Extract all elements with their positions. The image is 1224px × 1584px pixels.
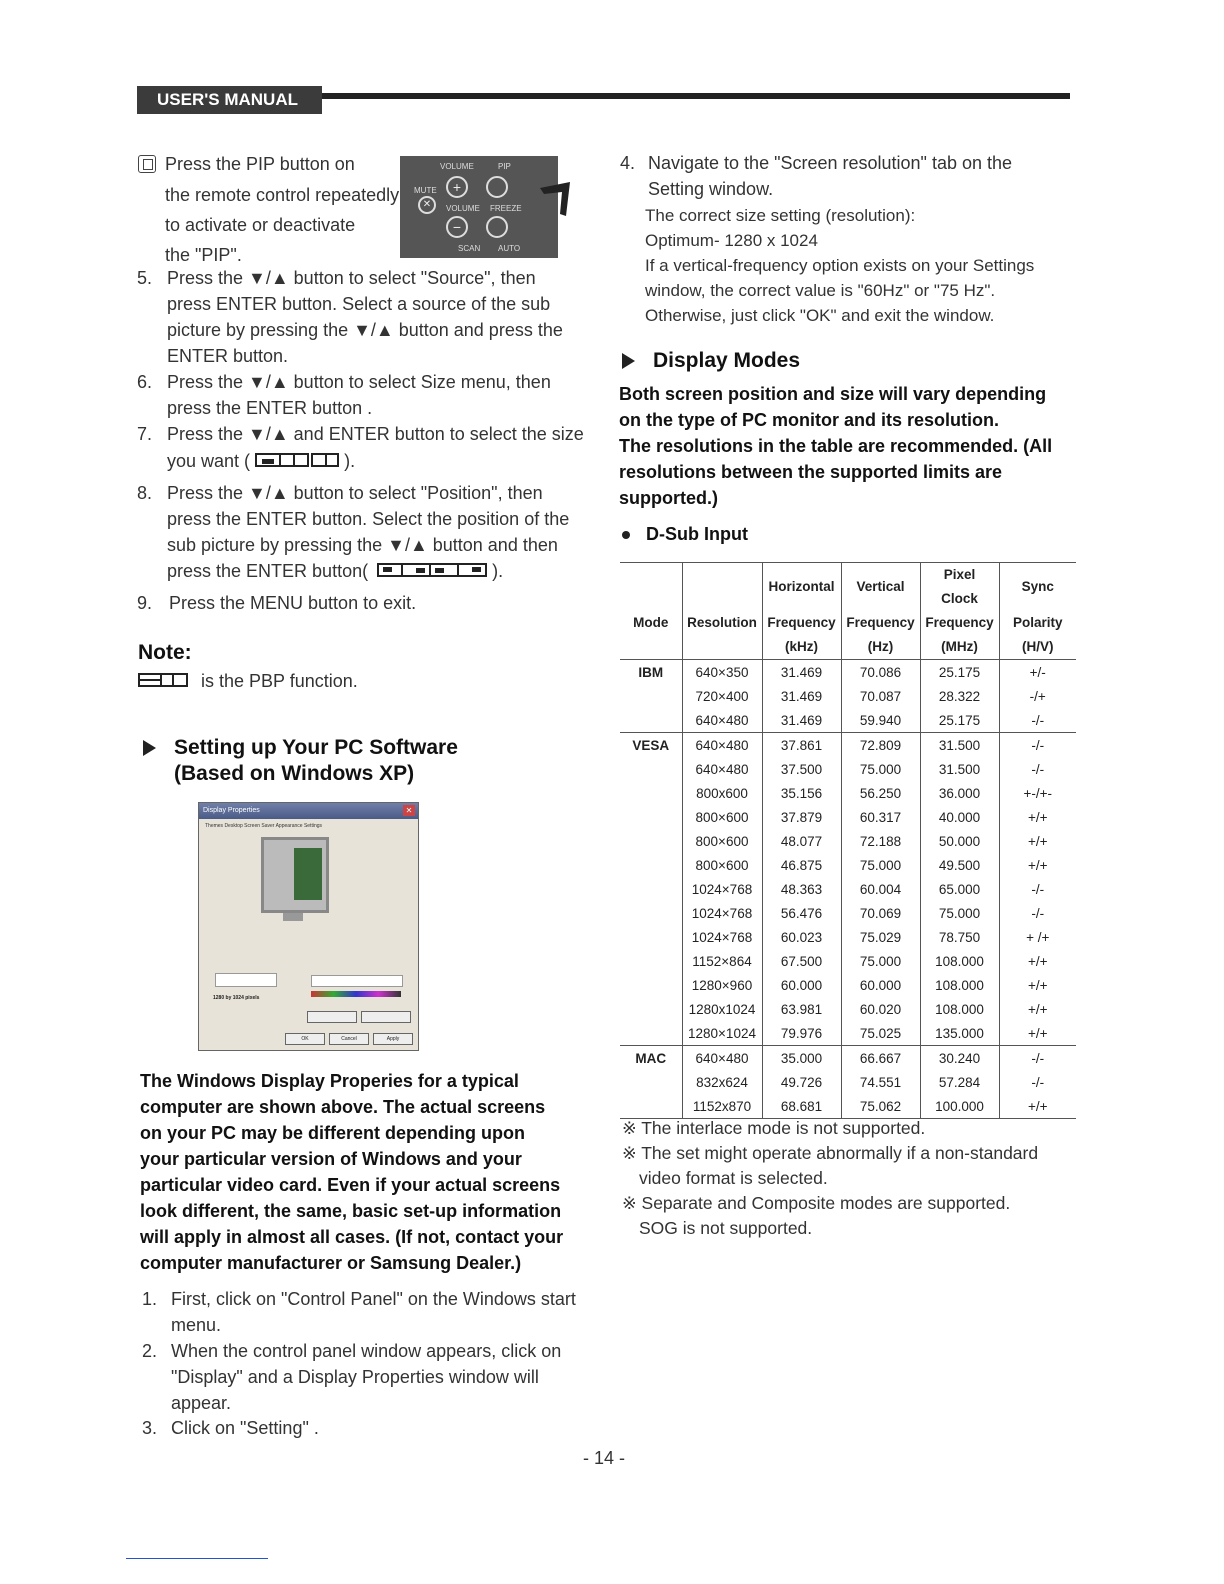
table-cell: 36.000 <box>920 781 999 805</box>
table-cell: 31.469 <box>762 708 841 733</box>
mode-cell <box>620 757 682 781</box>
step-5-line-1: Press the ▼/▲ button to select "Source", then <box>167 268 536 288</box>
mode-cell <box>620 853 682 877</box>
list-2-line-3: appear. <box>171 1393 232 1413</box>
table-header-row <box>620 563 1076 612</box>
bold-para-line: look different, the same, basic set-up information <box>140 1201 562 1221</box>
table-cell: 640×480 <box>682 1046 762 1071</box>
table-cell: +/+ <box>999 829 1076 853</box>
footer-rule <box>126 1558 268 1559</box>
mode-cell <box>620 684 682 708</box>
bold-para-line: supported.) <box>619 488 718 508</box>
table-cell: 48.363 <box>762 877 841 901</box>
table-cell: 70.069 <box>841 901 920 925</box>
table-header-row <box>620 635 1076 660</box>
resolution-info-line: window, the correct value is "60Hz" or "75 Hz". <box>645 281 996 300</box>
table-cell: 72.809 <box>841 733 920 758</box>
step-5-line-2: press ENTER button. Select a source of the sub <box>167 294 551 314</box>
remote-mute-label: MUTE <box>414 186 437 195</box>
mode-cell <box>620 925 682 949</box>
size-split-icon <box>311 453 339 467</box>
table-cell: 75.025 <box>841 1021 920 1046</box>
table-row <box>620 877 1076 901</box>
ok-button: OK <box>285 1033 325 1045</box>
pos-bottom-right-icon <box>403 563 431 577</box>
section-arrow-icon <box>622 353 635 369</box>
bold-para-line: on your PC may be different depending upon <box>140 1123 526 1143</box>
window-tabs: Themes Desktop Screen Saver Appearance Settings <box>205 823 323 829</box>
table-cell: +/+ <box>999 949 1076 973</box>
header-tab: USER'S MANUAL <box>137 86 322 114</box>
display-modes-paragraph <box>619 381 1052 511</box>
remote-volume2-label: VOLUME <box>446 204 480 213</box>
pbp-icon-a <box>138 673 162 687</box>
mode-cell <box>620 708 682 733</box>
note-item: ※ Separate and Composite modes are supported. <box>622 1193 1011 1213</box>
step-6-line-2: press the ENTER button . <box>167 398 373 418</box>
step-5-line-4: ENTER button. <box>167 346 289 366</box>
table-cell: 49.726 <box>762 1070 841 1094</box>
mute-icon: ✕ <box>418 196 436 214</box>
table-cell: +/+ <box>999 853 1076 877</box>
color-bar <box>311 991 401 997</box>
step-8-line-3: sub picture by pressing the ▼/▲ button and then <box>167 535 558 555</box>
list-1-num: 1. <box>142 1289 158 1309</box>
table-row <box>620 733 1076 758</box>
step-5-num: 5. <box>137 268 153 288</box>
table-cell: 60.317 <box>841 805 920 829</box>
windows-note-paragraph <box>140 1068 563 1276</box>
table-header-cell <box>682 563 762 612</box>
table-header-cell: Vertical <box>841 563 920 612</box>
table-cell: -/- <box>999 1070 1076 1094</box>
table-cell: +/- <box>999 660 1076 685</box>
table-cell: 30.240 <box>920 1046 999 1071</box>
remote-pip-label: PIP <box>498 162 511 171</box>
window-titlebar <box>199 803 418 819</box>
mode-cell <box>620 1021 682 1046</box>
mode-cell <box>620 997 682 1021</box>
mode-cell <box>620 901 682 925</box>
step-8-line-4-text: press the ENTER button( <box>167 561 369 581</box>
table-header-cell: Frequency <box>920 611 999 635</box>
table-cell: 640×350 <box>682 660 762 685</box>
note-item-cont: video format is selected. <box>639 1168 828 1188</box>
bold-para-line: resolutions between the supported limits are <box>619 462 1003 482</box>
resolution-info-line: Otherwise, just click "OK" and exit the window. <box>645 306 995 325</box>
step-7-line-2 <box>167 448 355 474</box>
resolution-info-line: If a vertical-frequency option exists on your Settings <box>645 256 1035 275</box>
table-cell: -/- <box>999 1046 1076 1071</box>
pc-software-title-text: Setting up Your PC Software <box>174 736 458 759</box>
table-cell: 1152×864 <box>682 949 762 973</box>
dsub-heading <box>622 524 748 545</box>
table-header-cell: Polarity <box>999 611 1076 635</box>
table-cell: 800x600 <box>682 781 762 805</box>
table-cell: +/+ <box>999 1021 1076 1046</box>
pip-icon <box>138 155 156 173</box>
bold-para-line: your particular version of Windows and your <box>140 1149 522 1169</box>
resolution-slider <box>215 973 277 987</box>
table-cell: -/- <box>999 708 1076 733</box>
table-cell: 56.250 <box>841 781 920 805</box>
table-header-cell: (MHz) <box>920 635 999 660</box>
note-title: Note: <box>138 641 192 664</box>
step-7-close: ). <box>344 451 356 471</box>
display-properties-screenshot <box>198 802 419 1051</box>
window-title: Display Properties <box>203 807 260 814</box>
resolution-info-line: Optimum- 1280 x 1024 <box>645 231 818 250</box>
table-row <box>620 925 1076 949</box>
pbp-icon-b <box>162 673 188 687</box>
table-cell: 31.500 <box>920 757 999 781</box>
table-cell: 35.156 <box>762 781 841 805</box>
pip-line-2: the remote control repeatedly <box>165 185 400 205</box>
table-cell: 66.667 <box>841 1046 920 1071</box>
table-row <box>620 684 1076 708</box>
table-cell: 135.000 <box>920 1021 999 1046</box>
list-2-num: 2. <box>142 1341 158 1361</box>
size-small-icon <box>255 453 281 467</box>
mode-cell: VESA <box>632 737 670 753</box>
pip-line-4: the "PIP". <box>165 245 242 265</box>
cancel-button: Cancel <box>329 1033 369 1045</box>
monitor-stand <box>283 913 303 921</box>
step-8-close: ). <box>492 561 504 581</box>
table-row <box>620 997 1076 1021</box>
step-6-line-1: Press the ▼/▲ button to select Size menu, then <box>167 372 551 392</box>
table-cell: 49.500 <box>920 853 999 877</box>
color-quality-select <box>311 975 403 987</box>
step-5-line-3: picture by pressing the ▼/▲ button and press the <box>167 320 563 340</box>
display-modes-table <box>620 562 1076 1119</box>
table-row <box>620 829 1076 853</box>
step-7-line-2-text: you want ( <box>167 451 251 471</box>
table-cell: 1152x870 <box>682 1094 762 1119</box>
window-close-icon: ✕ <box>403 805 415 816</box>
table-cell: 78.750 <box>920 925 999 949</box>
mode-cell <box>620 781 682 805</box>
mode-cell <box>620 949 682 973</box>
table-cell: 640×480 <box>682 733 762 758</box>
table-cell: 75.000 <box>841 757 920 781</box>
table-cell: 37.861 <box>762 733 841 758</box>
pos-bottom-left-icon <box>431 563 459 577</box>
section-arrow-icon <box>143 740 156 756</box>
troubleshoot-button <box>307 1011 357 1023</box>
table-cell: -/- <box>999 877 1076 901</box>
preview-window-icon <box>294 848 322 900</box>
resolution-info <box>645 203 1034 328</box>
table-cell: 57.284 <box>920 1070 999 1094</box>
table-header-cell <box>682 635 762 660</box>
mode-cell <box>620 805 682 829</box>
bold-para-line: computer are shown above. The actual screens <box>140 1097 546 1117</box>
table-cell: 1024×768 <box>682 901 762 925</box>
remote-volume-label: VOLUME <box>440 162 474 171</box>
table-cell: 25.175 <box>920 660 999 685</box>
table-cell: 37.879 <box>762 805 841 829</box>
table-cell: 75.029 <box>841 925 920 949</box>
volume-down-icon: − <box>446 216 468 238</box>
table-cell: -/- <box>999 901 1076 925</box>
mode-cell <box>620 1070 682 1094</box>
table-cell: +/+ <box>999 973 1076 997</box>
table-cell: 108.000 <box>920 973 999 997</box>
table-header-cell: (kHz) <box>762 635 841 660</box>
table-cell: 72.188 <box>841 829 920 853</box>
advanced-button <box>361 1011 411 1023</box>
note-item: ※ The set might operate abnormally if a non-standard <box>622 1143 1039 1163</box>
table-cell: 31.469 <box>762 660 841 685</box>
table-cell: 37.500 <box>762 757 841 781</box>
mode-cell: IBM <box>638 664 664 680</box>
table-cell: 1280×960 <box>682 973 762 997</box>
pip-line-3: to activate or deactivate <box>165 215 356 235</box>
step-4-line-1: Navigate to the "Screen resolution" tab on the <box>648 153 1013 173</box>
table-cell: 1024×768 <box>682 877 762 901</box>
display-modes-title <box>622 348 800 374</box>
dsub-heading-text: D-Sub Input <box>646 524 748 544</box>
list-3-num: 3. <box>142 1418 158 1438</box>
table-header-cell <box>620 563 682 612</box>
step-9-line-1: Press the MENU button to exit. <box>169 593 417 613</box>
mode-cell <box>620 829 682 853</box>
table-cell: -/- <box>999 757 1076 781</box>
table-cell: 75.000 <box>841 853 920 877</box>
mode-cell <box>620 1094 682 1119</box>
table-cell: 800×600 <box>682 853 762 877</box>
monitor-preview <box>261 837 329 913</box>
pc-software-title-line-1 <box>143 735 458 761</box>
bold-para-line: computer manufacturer or Samsung Dealer.) <box>140 1253 522 1273</box>
step-8-num: 8. <box>137 483 153 503</box>
table-cell: +-/+- <box>999 781 1076 805</box>
list-2-line-2: "Display" and a Display Properties window will <box>171 1367 539 1387</box>
table-cell: 70.087 <box>841 684 920 708</box>
size-pbp-icon <box>281 453 309 467</box>
mode-cell <box>620 877 682 901</box>
table-header-cell: Sync <box>999 563 1076 612</box>
table-cell: 108.000 <box>920 949 999 973</box>
remote-auto-label: AUTO <box>498 244 521 253</box>
resolution-info-line: The correct size setting (resolution): <box>645 206 916 225</box>
table-cell: 60.020 <box>841 997 920 1021</box>
table-cell: 59.940 <box>841 708 920 733</box>
table-notes <box>622 1116 1038 1241</box>
display-modes-title-text: Display Modes <box>653 349 801 372</box>
table-cell: 1280×1024 <box>682 1021 762 1046</box>
table-cell: 720×400 <box>682 684 762 708</box>
table-cell: 63.981 <box>762 997 841 1021</box>
step-6-num: 6. <box>137 372 153 392</box>
table-cell: +/+ <box>999 805 1076 829</box>
note-text: is the PBP function. <box>201 671 358 691</box>
table-cell: 74.551 <box>841 1070 920 1094</box>
note-line <box>138 668 358 694</box>
pos-top-right-icon <box>459 563 487 577</box>
bullet-icon <box>622 531 630 539</box>
table-row <box>620 1021 1076 1046</box>
table-cell: 1280x1024 <box>682 997 762 1021</box>
remote-freeze-label: FREEZE <box>490 204 522 213</box>
table-cell: 800×600 <box>682 829 762 853</box>
step-8-line-1: Press the ▼/▲ button to select "Position", then <box>167 483 543 503</box>
table-cell: 75.000 <box>841 949 920 973</box>
apply-button: Apply <box>373 1033 413 1045</box>
table-header-cell: Horizontal <box>762 563 841 612</box>
table-cell: 25.175 <box>920 708 999 733</box>
table-cell: 75.000 <box>920 901 999 925</box>
table-cell: 108.000 <box>920 997 999 1021</box>
list-2-line-1: When the control panel window appears, click on <box>171 1341 562 1361</box>
table-header-cell: Mode <box>633 615 669 630</box>
table-row <box>620 1046 1076 1071</box>
table-cell: 56.476 <box>762 901 841 925</box>
table-cell: +/+ <box>999 997 1076 1021</box>
table-cell: 28.322 <box>920 684 999 708</box>
step-8-line-4 <box>167 558 503 584</box>
table-cell: 79.976 <box>762 1021 841 1046</box>
remote-control-photo <box>400 156 558 258</box>
step-7-num: 7. <box>137 424 153 444</box>
table-row <box>620 781 1076 805</box>
step-4-num: 4. <box>620 153 636 173</box>
table-cell: 40.000 <box>920 805 999 829</box>
table-cell: 35.000 <box>762 1046 841 1071</box>
bold-para-line: Both screen position and size will vary depending <box>619 384 1047 404</box>
table-row <box>620 757 1076 781</box>
table-header-cell: Resolution <box>682 611 762 635</box>
page-number: - 14 - <box>583 1448 626 1468</box>
table-row <box>620 853 1076 877</box>
table-cell: 640×480 <box>682 757 762 781</box>
pip-button-icon <box>486 176 508 198</box>
bold-para-line: The Windows Display Properies for a typical <box>140 1071 519 1091</box>
table-cell: 640×480 <box>682 708 762 733</box>
table-cell: 31.500 <box>920 733 999 758</box>
mode-cell: MAC <box>635 1050 667 1066</box>
table-cell: 60.023 <box>762 925 841 949</box>
table-header-cell: (Hz) <box>841 635 920 660</box>
pos-top-left-icon <box>377 563 403 577</box>
bold-para-line: particular video card. Even if your actual screens <box>140 1175 561 1195</box>
table-cell: + /+ <box>999 925 1076 949</box>
pip-line-1: Press the PIP button on <box>165 154 355 174</box>
table-row <box>620 660 1076 685</box>
step-9-num: 9. <box>137 593 153 613</box>
pointer-arrow-icon <box>540 178 574 218</box>
table-row <box>620 805 1076 829</box>
table-header-cell: (H/V) <box>999 635 1076 660</box>
table-cell: -/+ <box>999 684 1076 708</box>
table-header-cell: Frequency <box>841 611 920 635</box>
table-header-cell <box>620 635 682 660</box>
list-3-line-1: Click on "Setting" . <box>171 1418 319 1438</box>
table-cell: 100.000 <box>920 1094 999 1119</box>
list-1-line-1: First, click on "Control Panel" on the Windows start <box>171 1289 576 1309</box>
bold-para-line: The resolutions in the table are recommended. (All <box>619 436 1053 456</box>
table-row <box>620 949 1076 973</box>
table-row <box>620 1094 1076 1119</box>
table-cell: 67.500 <box>762 949 841 973</box>
table-header-row <box>620 611 1076 635</box>
table-cell: 60.000 <box>841 973 920 997</box>
table-cell: 50.000 <box>920 829 999 853</box>
freeze-button-icon <box>486 216 508 238</box>
display-modes-table-wrap <box>620 562 1076 1119</box>
resolution-readout: 1280 by 1024 pixels <box>213 995 260 1001</box>
table-row <box>620 901 1076 925</box>
table-cell: 832x624 <box>682 1070 762 1094</box>
list-1-line-2: menu. <box>171 1315 222 1335</box>
table-cell: 60.004 <box>841 877 920 901</box>
table-cell: -/- <box>999 733 1076 758</box>
table-header-cell: Frequency <box>762 611 841 635</box>
table-row <box>620 1070 1076 1094</box>
table-cell: 31.469 <box>762 684 841 708</box>
step-8-line-2: press the ENTER button. Select the position of the <box>167 509 570 529</box>
table-row <box>620 708 1076 733</box>
table-cell: 800×600 <box>682 805 762 829</box>
step-4-line-2: Setting window. <box>648 179 774 199</box>
mode-cell <box>620 973 682 997</box>
remote-scan-label: SCAN <box>458 244 481 253</box>
table-cell: 60.000 <box>762 973 841 997</box>
table-cell: 48.077 <box>762 829 841 853</box>
table-cell: 70.086 <box>841 660 920 685</box>
table-header-cell: Pixel Clock <box>920 563 999 612</box>
volume-up-icon: + <box>446 176 468 198</box>
table-cell: 1024×768 <box>682 925 762 949</box>
table-cell: 65.000 <box>920 877 999 901</box>
pc-software-title-line-2: (Based on Windows XP) <box>174 762 415 785</box>
note-item: ※ The interlace mode is not supported. <box>622 1118 926 1138</box>
step-7-line-1: Press the ▼/▲ and ENTER button to select the size <box>167 424 584 444</box>
bold-para-line: on the type of PC monitor and its resolution. <box>619 410 1000 430</box>
table-cell: 68.681 <box>762 1094 841 1119</box>
table-row <box>620 973 1076 997</box>
bold-para-line: will apply in almost all cases. (If not, contact your <box>140 1227 564 1247</box>
table-cell: 46.875 <box>762 853 841 877</box>
note-item-cont: SOG is not supported. <box>639 1218 813 1238</box>
table-cell: 75.062 <box>841 1094 920 1119</box>
table-cell: +/+ <box>999 1094 1076 1119</box>
